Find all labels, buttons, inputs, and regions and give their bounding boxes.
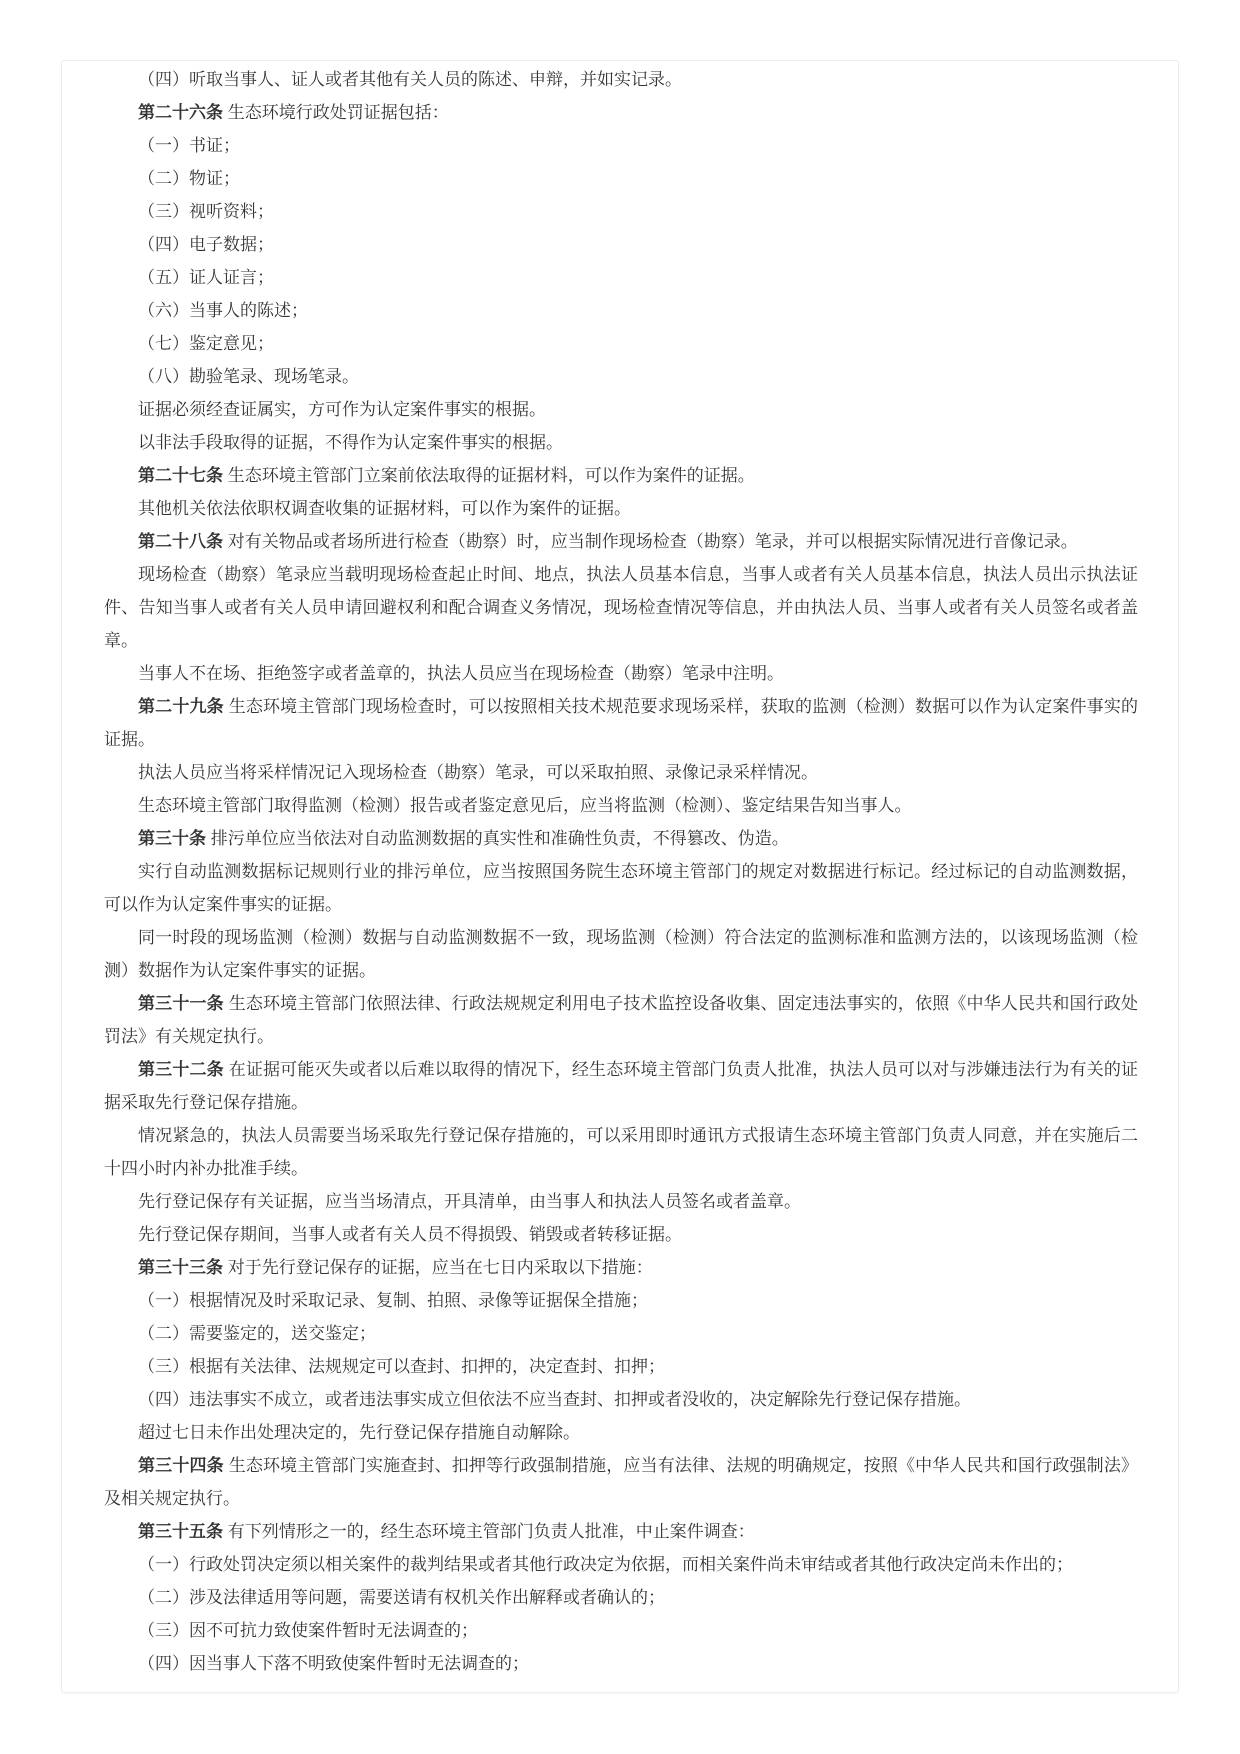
paragraph-text: 生态环境主管部门立案前依法取得的证据材料，可以作为案件的证据。 [223,466,755,485]
paragraph-text: 超过七日未作出处理决定的，先行登记保存措施自动解除。 [138,1423,580,1442]
paragraph [104,855,1138,921]
article-number: 第三十二条 [138,1060,224,1079]
paragraph-text: （一）根据情况及时采取记录、复制、拍照、录像等证据保全措施； [138,1291,648,1310]
paragraph-text: （六）当事人的陈述； [138,301,308,320]
paragraph-text: （四）听取当事人、证人或者其他有关人员的陈述、申辩，并如实记录。 [138,70,682,89]
paragraph-text: （三）视听资料； [138,202,274,221]
paragraph-text: 先行登记保存有关证据，应当当场清点，开具清单，由当事人和执法人员签名或者盖章。 [138,1192,801,1211]
paragraph-text: （七）鉴定意见； [138,334,274,353]
paragraph-text: 先行登记保存期间，当事人或者有关人员不得损毁、销毁或者转移证据。 [138,1225,682,1244]
paragraph-text: （二）涉及法律适用等问题，需要送请有权机关作出解释或者确认的； [138,1588,665,1607]
paragraph-text: 生态环境主管部门依照法律、行政法规规定利用电子技术监控设备收集、固定违法事实的，依照《中华人民共和国行政处罚法》有关规定执行。 [104,994,1139,1046]
paragraph [104,1284,1138,1317]
paragraph [104,294,1138,327]
article-number: 第二十六条 [138,103,223,122]
paragraph [104,1647,1138,1680]
paragraph-text: （五）证人证言； [138,268,274,287]
paragraph [104,228,1138,261]
article-number: 第三十四条 [138,1456,224,1475]
paragraph [104,96,1138,129]
article-number: 第二十七条 [138,466,223,485]
paragraph [104,1185,1138,1218]
paragraph-text: （八）勘验笔录、现场笔录。 [138,367,359,386]
paragraph [104,822,1138,855]
paragraph-text: 有下列情形之一的，经生态环境主管部门负责人批准，中止案件调查： [223,1522,755,1541]
paragraph [104,63,1138,96]
paragraph [104,789,1138,822]
paragraph [104,1383,1138,1416]
article-number: 第二十九条 [138,697,224,716]
paragraph [104,426,1138,459]
paragraph [104,1548,1138,1581]
paragraph-text: （二）需要鉴定的，送交鉴定； [138,1324,376,1343]
paragraph [104,129,1138,162]
paragraph [104,657,1138,690]
article-number: 第三十条 [138,829,206,848]
article-number: 第二十八条 [138,532,223,551]
paragraph-text: （一）书证； [138,136,240,155]
paragraph-text: （二）物证； [138,169,240,188]
paragraph-text: 生态环境行政处罚证据包括： [223,103,449,122]
paragraph [104,756,1138,789]
paragraph [104,690,1138,756]
paragraph-text: 当事人不在场、拒绝签字或者盖章的，执法人员应当在现场检查（勘察）笔录中注明。 [138,664,784,683]
paragraph-text: （一）行政处罚决定须以相关案件的裁判结果或者其他行政决定为依据，而相关案件尚未审结或者其他行政决定尚未作出的； [138,1555,1073,1574]
paragraph-text: 生态环境主管部门现场检查时，可以按照相关技术规范要求现场采样，获取的监测（检测）数据可以作为认定案件事实的证据。 [104,697,1139,749]
paragraph-text: 其他机关依法依职权调查收集的证据材料，可以作为案件的证据。 [138,499,631,518]
paragraph [104,393,1138,426]
paragraph-text: 生态环境主管部门实施查封、扣押等行政强制措施，应当有法律、法规的明确规定，按照《中华人民共和国行政强制法》及相关规定执行。 [104,1456,1139,1508]
paragraph [104,1416,1138,1449]
paragraph [104,195,1138,228]
article-number: 第三十三条 [138,1258,223,1277]
paragraph [104,1218,1138,1251]
paragraph [104,987,1138,1053]
paragraph [104,360,1138,393]
paragraph [104,1350,1138,1383]
paragraph-text: 对于先行登记保存的证据，应当在七日内采取以下措施： [223,1258,653,1277]
paragraph [104,1119,1138,1185]
paragraph-text: （三）根据有关法律、法规规定可以查封、扣押的，决定查封、扣押； [138,1357,665,1376]
paragraph [104,1515,1138,1548]
paragraph [104,1053,1138,1119]
paragraph [104,1251,1138,1284]
document-card [61,60,1179,1693]
paragraph [104,558,1138,657]
paragraph [104,1317,1138,1350]
paragraph [104,261,1138,294]
document-body [62,61,1178,1680]
paragraph-text: 在证据可能灭失或者以后难以取得的情况下，经生态环境主管部门负责人批准，执法人员可以对与涉嫌违法行为有关的证据采取先行登记保存措施。 [104,1060,1139,1112]
paragraph-text: （四）违法事实不成立，或者违法事实成立但依法不应当查封、扣押或者没收的，决定解除先行登记保存措施。 [138,1390,971,1409]
paragraph [104,1449,1138,1515]
paragraph [104,1581,1138,1614]
paragraph-text: 对有关物品或者场所进行检查（勘察）时，应当制作现场检查（勘察）笔录，并可以根据实际情况进行音像记录。 [223,532,1078,551]
paragraph [104,921,1138,987]
paragraph-text: 实行自动监测数据标记规则行业的排污单位，应当按照国务院生态环境主管部门的规定对数据进行标记。经过标记的自动监测数据，可以作为认定案件事实的证据。 [104,862,1138,914]
paragraph [104,525,1138,558]
paragraph-text: 执法人员应当将采样情况记入现场检查（勘察）笔录，可以采取拍照、录像记录采样情况。 [138,763,818,782]
paragraph [104,1614,1138,1647]
paragraph-text: 排污单位应当依法对自动监测数据的真实性和准确性负责，不得篡改、伪造。 [206,829,789,848]
paragraph-text: 现场检查（勘察）笔录应当载明现场检查起止时间、地点，执法人员基本信息，当事人或者有关人员基本信息，执法人员出示执法证件、告知当事人或者有关人员申请回避权利和配合调查义务情况，现场检查情况等信息，并由执法人员、当事人或者有关人员签名或者盖章。 [104,565,1138,650]
paragraph-text: 证据必须经查证属实，方可作为认定案件事实的根据。 [138,400,546,419]
paragraph [104,327,1138,360]
paragraph-text: 同一时段的现场监测（检测）数据与自动监测数据不一致，现场监测（检测）符合法定的监测标准和监测方法的，以该现场监测（检测）数据作为认定案件事实的证据。 [104,928,1138,980]
paragraph-text: 以非法手段取得的证据，不得作为认定案件事实的根据。 [138,433,563,452]
paragraph-text: （三）因不可抗力致使案件暂时无法调查的； [138,1621,478,1640]
paragraph-text: （四）因当事人下落不明致使案件暂时无法调查的； [138,1654,529,1673]
paragraph-text: 情况紧急的，执法人员需要当场采取先行登记保存措施的，可以采用即时通讯方式报请生态环境主管部门负责人同意，并在实施后二十四小时内补办批准手续。 [104,1126,1138,1178]
paragraph-text: 生态环境主管部门取得监测（检测）报告或者鉴定意见后，应当将监测（检测）、鉴定结果告知当事人。 [138,796,912,815]
paragraph [104,459,1138,492]
article-number: 第三十五条 [138,1522,223,1541]
paragraph [104,492,1138,525]
paragraph [104,162,1138,195]
paragraph-text: （四）电子数据； [138,235,274,254]
article-number: 第三十一条 [138,994,224,1013]
